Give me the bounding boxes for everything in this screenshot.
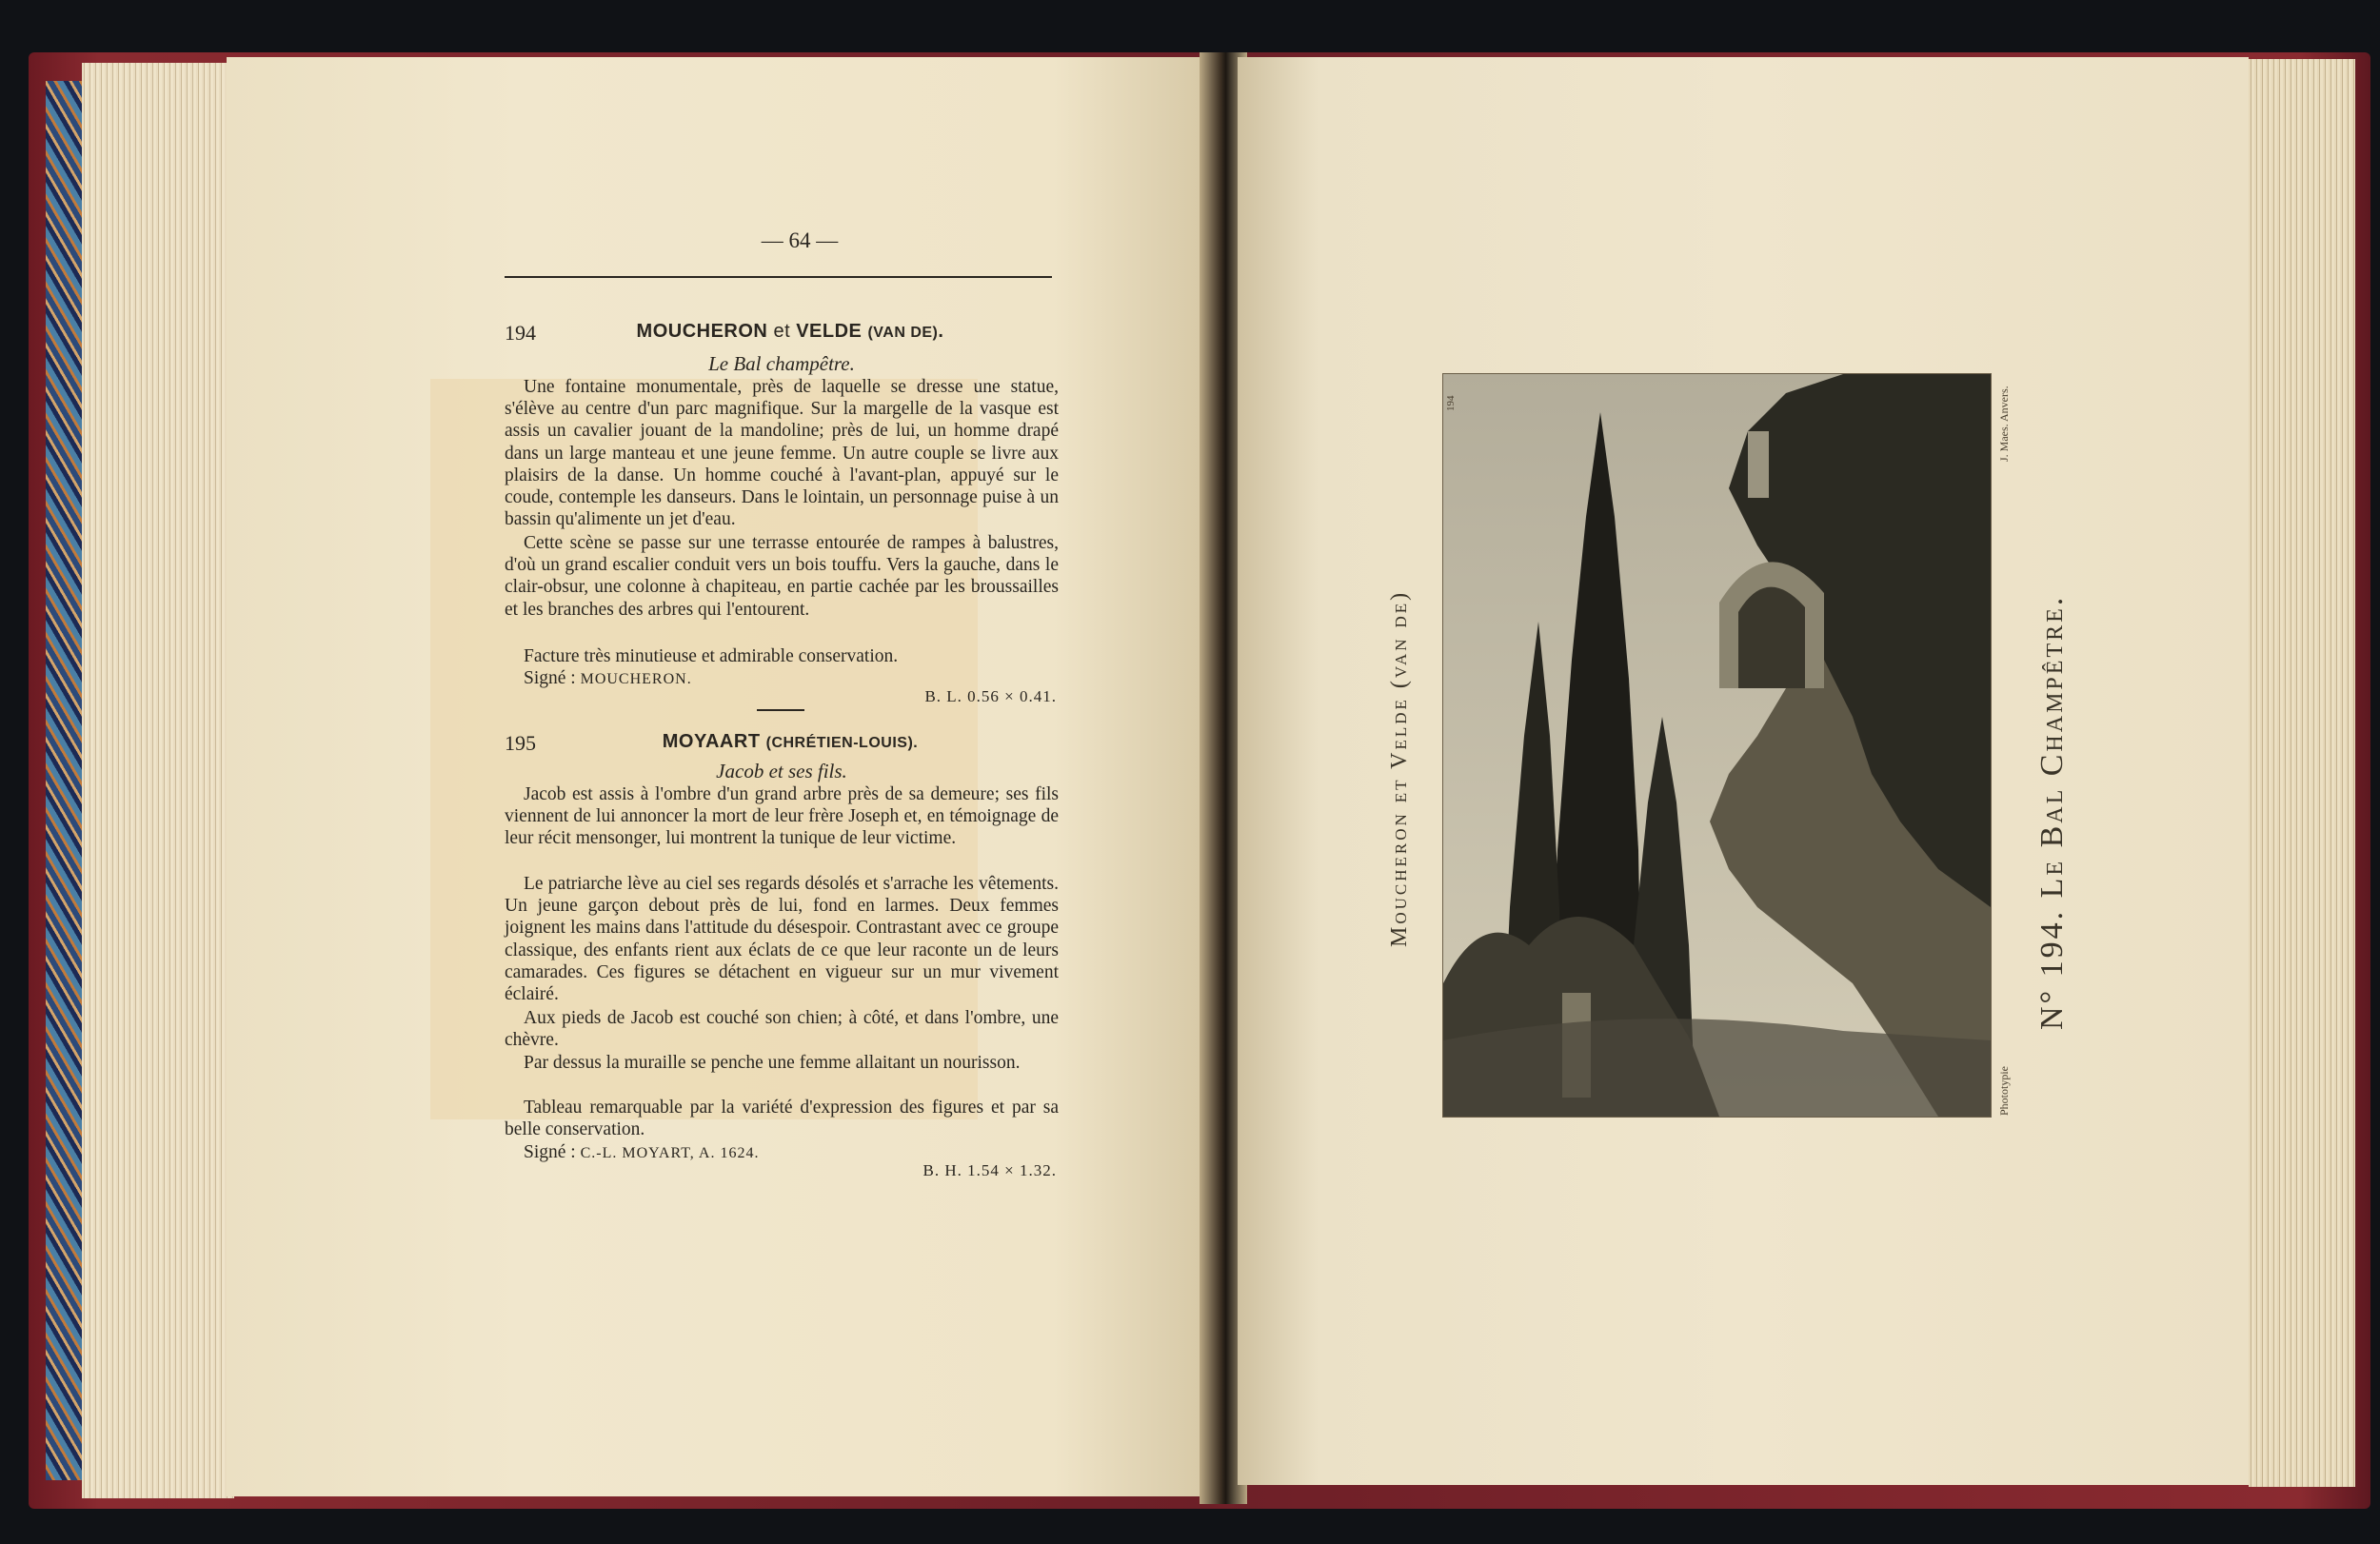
caption-title: N° 194. Le Bal Champêtre.	[2034, 594, 2070, 1030]
plate-credit-printer: J. Maes. Anvers.	[1997, 386, 2011, 462]
artist-paren: (CHRÉTIEN-LOUIS).	[765, 735, 919, 751]
artist-end: .	[938, 321, 944, 342]
entry-signature	[524, 668, 692, 689]
entry-dimensions: B. H. 1.54 × 1.32.	[922, 1161, 1057, 1179]
entry-artist	[590, 731, 990, 753]
entry-paragraph: Cette scène se passe sur une terrasse entourée de rampes à balustres, d'où un grand escalier conduit vers un bois touffu. Vers la gauche, dans le clair-obsur, une colonne à chapiteau, en partie cachée par les broussailles et les branches des arbres qui l'entourent.	[505, 533, 1059, 620]
artwork-plate	[1442, 373, 1992, 1118]
signature-value: C.-L. MOYART, A. 1624.	[580, 1145, 760, 1161]
right-page-stack	[2249, 59, 2355, 1487]
entry-divider	[757, 709, 804, 711]
entry-paragraph: Le patriarche lève au ciel ses regards désolés et s'arrache les vêtements. Un jeune garçon debout près de lui, fond en larmes. Deux femmes joignent les mains dans l'attitude du désespoir. Contrastant avec ce groupe classique, des enfants rient aux éclats de ce que leur raconte un de leurs camarades. Ces figures se détachent en vigueur sur un mur vivement éclairé.	[505, 874, 1059, 1005]
entry-signature	[524, 1142, 759, 1163]
entry-artist	[590, 321, 990, 343]
artist-paren: (VAN DE)	[867, 325, 939, 341]
entry-title: Jacob et ses fils.	[716, 760, 847, 782]
artist-name: MOYAART	[662, 731, 761, 752]
signature-value: MOUCHERON.	[580, 671, 692, 687]
entry-paragraph: Tableau remarquable par la variété d'expression des figures et par sa belle conservation.	[505, 1098, 1059, 1140]
artist-name-second: VELDE	[796, 321, 863, 342]
entry-title: Le Bal champêtre.	[708, 352, 855, 375]
marbled-endpaper	[46, 81, 82, 1480]
entry-paragraph: Facture très minutieuse et admirable conservation.	[524, 646, 899, 666]
entry-paragraph: Aux pieds de Jacob est couché son chien; à côté, et dans l'ombre, une chèvre.	[505, 1008, 1059, 1051]
entry-paragraph: Par dessus la muraille se penche une femme allaitant un nourisson.	[524, 1053, 1021, 1073]
entry-paragraph: Une fontaine monumentale, près de laquelle se dresse une statue, s'élève au centre d'un parc magnifique. Sur la margelle de la vasque est assis un cavalier jouant de la mandoline; près de lui, un homme drapé dans un large manteau et une jeune femme. Un autre couple se livre aux plaisirs de la danse. Un homme couché à l'avant-plan, appuyé sur le coude, contemple les danseurs. Dans le lointain, un personnage puise à un bassin qu'alimente un jet d'eau.	[505, 377, 1059, 530]
entry-number: 194	[505, 321, 536, 345]
entry-dimensions: B. L. 0.56 × 0.41.	[924, 687, 1057, 705]
artist-name: MOUCHERON	[636, 321, 768, 342]
left-page-stack	[82, 63, 234, 1498]
signature-label: Signé :	[524, 668, 576, 688]
header-rule	[505, 276, 1052, 278]
caption-artist: Moucheron et Velde (van de)	[1387, 589, 1412, 947]
entry-number: 195	[505, 731, 536, 755]
artist-join: et	[773, 321, 791, 342]
page-number: — 64 —	[761, 228, 839, 252]
plate-credit-photographer: Phototypie	[1997, 1065, 2011, 1116]
signature-label: Signé :	[524, 1142, 576, 1162]
entry-paragraph: Jacob est assis à l'ombre d'un grand arbre près de sa demeure; ses fils viennent de lui annoncer la mort de leur frère Joseph et, en témoignage de leur récit mensonger, lui montrent la tunique de leur victime.	[505, 784, 1059, 849]
landscape-painting-image	[1443, 374, 1991, 1117]
plate-corner-mark: 194	[1445, 395, 1457, 411]
